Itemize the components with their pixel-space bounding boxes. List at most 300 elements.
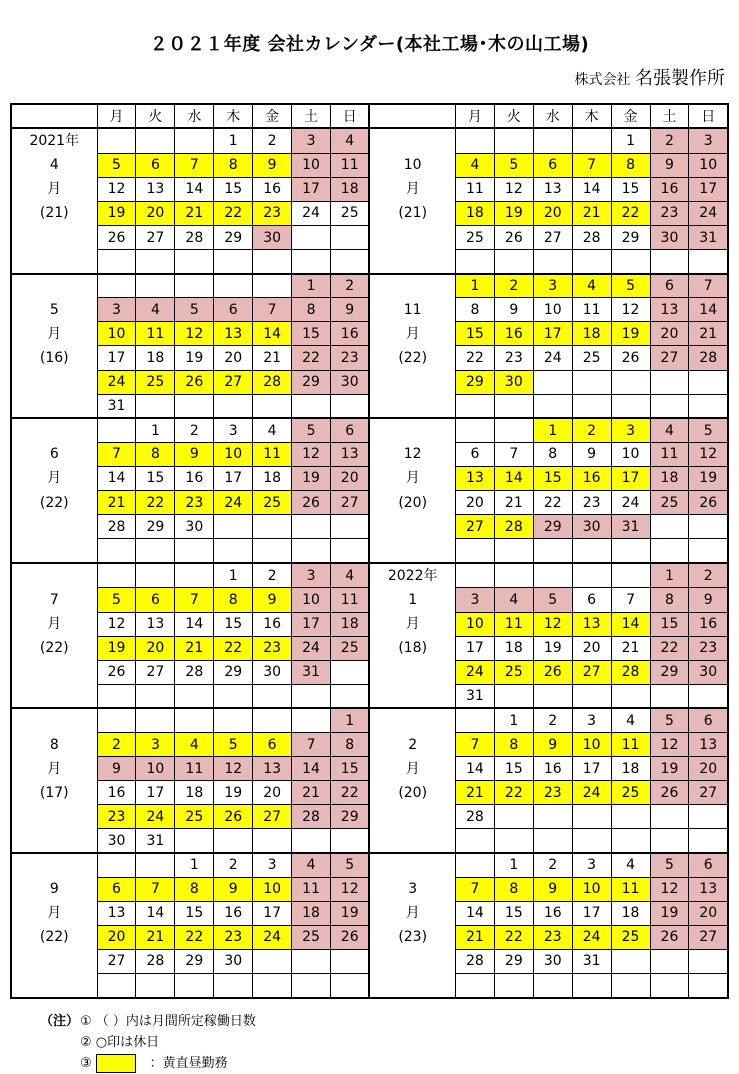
day-cell <box>689 370 728 394</box>
day-cell <box>689 684 728 708</box>
day-cell: 14 <box>136 901 175 925</box>
month-label-cell <box>369 201 455 225</box>
month-label-cell <box>11 563 97 588</box>
month-label-cell <box>11 805 97 829</box>
month-label-cell <box>369 466 455 490</box>
day-cell: 23 <box>533 781 572 805</box>
day-cell <box>136 274 175 298</box>
month-number: 4 <box>49 157 59 174</box>
day-cell: 18 <box>572 322 611 346</box>
day-cell: 20 <box>455 491 494 515</box>
day-cell <box>650 394 689 418</box>
day-cell: 6 <box>533 153 572 177</box>
day-cell <box>455 128 494 153</box>
day-cell: 18 <box>331 177 370 201</box>
day-cell: 14 <box>455 901 494 925</box>
working-days-count: (23) <box>398 929 428 946</box>
month-label-cell <box>11 636 97 660</box>
day-cell: 27 <box>650 346 689 370</box>
day-cell: 21 <box>175 201 214 225</box>
day-cell: 17 <box>689 177 728 201</box>
day-cell: 29 <box>494 949 533 973</box>
month-label-cell <box>369 732 455 756</box>
day-cell: 7 <box>292 732 331 756</box>
day-cell: 7 <box>611 588 650 612</box>
day-cell: 24 <box>292 636 331 660</box>
day-cell: 25 <box>572 346 611 370</box>
day-cell: 15 <box>175 901 214 925</box>
day-cell <box>494 128 533 153</box>
day-cell: 28 <box>455 805 494 829</box>
week-row <box>11 949 728 973</box>
day-cell <box>214 829 253 853</box>
day-cell <box>97 128 136 153</box>
day-cell: 8 <box>533 442 572 466</box>
day-cell <box>175 394 214 418</box>
day-cell: 9 <box>572 442 611 466</box>
month-label-cell <box>369 636 455 660</box>
year-label: 2022年 <box>387 567 438 584</box>
day-cell: 28 <box>175 660 214 684</box>
day-cell <box>253 949 292 973</box>
day-cell <box>611 563 650 588</box>
month-label-cell <box>11 708 97 732</box>
day-cell <box>97 853 136 877</box>
day-cell: 29 <box>214 225 253 249</box>
day-cell <box>533 128 572 153</box>
day-cell: 2 <box>214 853 253 877</box>
day-cell: 3 <box>292 128 331 153</box>
day-cell <box>175 563 214 588</box>
day-cell: 29 <box>331 805 370 829</box>
day-cell: 5 <box>650 708 689 732</box>
day-cell <box>292 515 331 539</box>
day-cell: 4 <box>175 732 214 756</box>
note-1 <box>40 1011 256 1032</box>
day-cell <box>214 973 253 998</box>
day-cell <box>611 394 650 418</box>
day-cell: 1 <box>136 418 175 442</box>
month-char: 月 <box>47 616 62 633</box>
month-number: 5 <box>49 301 59 318</box>
day-cell: 31 <box>455 684 494 708</box>
day-cell: 11 <box>650 442 689 466</box>
day-cell: 2 <box>533 708 572 732</box>
day-cell: 13 <box>136 177 175 201</box>
day-cell <box>455 539 494 563</box>
calendar-table <box>10 103 729 999</box>
day-cell <box>97 418 136 442</box>
month-char: 月 <box>405 325 420 342</box>
day-cell: 27 <box>455 515 494 539</box>
day-cell: 28 <box>97 515 136 539</box>
day-cell: 24 <box>136 805 175 829</box>
month-char: 月 <box>405 616 420 633</box>
day-cell <box>214 250 253 274</box>
week-row <box>11 346 728 370</box>
day-cell: 20 <box>136 636 175 660</box>
week-row <box>11 515 728 539</box>
month-label-cell <box>369 949 455 973</box>
day-cell <box>611 684 650 708</box>
month-label-cell <box>369 274 455 298</box>
month-char: 月 <box>405 470 420 487</box>
day-cell <box>494 394 533 418</box>
day-cell: 25 <box>455 225 494 249</box>
day-cell: 14 <box>689 298 728 322</box>
day-cell <box>136 708 175 732</box>
day-cell: 23 <box>533 925 572 949</box>
day-cell <box>455 853 494 877</box>
day-cell: 9 <box>533 732 572 756</box>
day-cell: 18 <box>611 757 650 781</box>
day-cell: 22 <box>331 781 370 805</box>
day-cell: 3 <box>533 274 572 298</box>
day-cell: 30 <box>494 370 533 394</box>
day-cell: 26 <box>611 346 650 370</box>
day-cell: 19 <box>175 346 214 370</box>
day-cell: 30 <box>572 515 611 539</box>
weekday-header: 土 <box>650 104 689 128</box>
week-row <box>11 973 728 998</box>
week-row <box>11 250 728 274</box>
day-cell <box>253 708 292 732</box>
day-cell: 27 <box>572 660 611 684</box>
day-cell: 4 <box>611 853 650 877</box>
working-days-count: (20) <box>398 784 428 801</box>
day-cell: 28 <box>572 225 611 249</box>
day-cell: 3 <box>97 298 136 322</box>
week-row <box>11 732 728 756</box>
day-cell: 13 <box>455 466 494 490</box>
day-cell: 12 <box>97 612 136 636</box>
day-cell: 4 <box>136 298 175 322</box>
day-cell: 19 <box>650 901 689 925</box>
day-cell: 12 <box>533 612 572 636</box>
day-cell: 22 <box>214 201 253 225</box>
day-cell: 24 <box>572 781 611 805</box>
month-char: 月 <box>47 325 62 342</box>
day-cell <box>331 660 370 684</box>
note-head: （注） <box>40 1014 80 1029</box>
month-label-cell <box>11 466 97 490</box>
month-label-cell <box>11 877 97 901</box>
day-cell: 20 <box>572 636 611 660</box>
day-cell: 22 <box>292 346 331 370</box>
day-cell: 24 <box>533 346 572 370</box>
day-cell: 6 <box>689 708 728 732</box>
day-cell <box>455 829 494 853</box>
day-cell: 26 <box>97 225 136 249</box>
day-cell: 11 <box>253 442 292 466</box>
day-cell <box>214 708 253 732</box>
day-cell: 3 <box>689 128 728 153</box>
day-cell: 12 <box>611 298 650 322</box>
week-row <box>11 563 728 588</box>
month-label-cell <box>369 757 455 781</box>
day-cell <box>611 370 650 394</box>
day-cell <box>136 128 175 153</box>
yellow-swatch <box>96 1054 136 1073</box>
day-cell: 1 <box>331 708 370 732</box>
day-cell: 16 <box>331 322 370 346</box>
week-row <box>11 708 728 732</box>
week-row <box>11 177 728 201</box>
day-cell: 3 <box>572 853 611 877</box>
day-cell <box>611 973 650 998</box>
day-cell: 23 <box>689 636 728 660</box>
day-cell <box>97 539 136 563</box>
note-3-marker: ③ <box>80 1056 92 1071</box>
day-cell: 25 <box>611 925 650 949</box>
month-label-cell <box>11 274 97 298</box>
day-cell: 26 <box>292 491 331 515</box>
day-cell: 20 <box>331 466 370 490</box>
week-row <box>11 757 728 781</box>
day-cell: 10 <box>136 757 175 781</box>
day-cell: 23 <box>650 201 689 225</box>
day-cell: 6 <box>689 853 728 877</box>
weekday-header: 木 <box>214 104 253 128</box>
day-cell <box>611 539 650 563</box>
day-cell: 18 <box>175 781 214 805</box>
day-cell <box>97 708 136 732</box>
day-cell: 28 <box>292 805 331 829</box>
day-cell: 17 <box>253 901 292 925</box>
day-cell: 28 <box>136 949 175 973</box>
day-cell: 31 <box>611 515 650 539</box>
day-cell <box>650 949 689 973</box>
day-cell: 6 <box>136 153 175 177</box>
day-cell: 17 <box>97 346 136 370</box>
day-cell: 19 <box>214 781 253 805</box>
day-cell: 26 <box>494 225 533 249</box>
week-row <box>11 418 728 442</box>
day-cell: 5 <box>689 418 728 442</box>
month-label-cell <box>11 829 97 853</box>
day-cell: 7 <box>455 732 494 756</box>
day-cell: 20 <box>689 901 728 925</box>
day-cell: 11 <box>572 298 611 322</box>
day-cell: 1 <box>533 418 572 442</box>
month-label-cell <box>369 612 455 636</box>
month-label-cell <box>11 177 97 201</box>
day-cell: 27 <box>689 925 728 949</box>
day-cell: 10 <box>292 153 331 177</box>
day-cell: 31 <box>689 225 728 249</box>
month-label-cell <box>11 370 97 394</box>
month-number: 8 <box>49 736 59 753</box>
day-cell: 23 <box>572 491 611 515</box>
day-cell: 2 <box>494 274 533 298</box>
month-label-cell <box>11 201 97 225</box>
day-cell <box>331 973 370 998</box>
week-row <box>11 225 728 249</box>
month-number: 12 <box>403 446 422 463</box>
month-label-cell <box>11 346 97 370</box>
weekday-header: 水 <box>533 104 572 128</box>
day-cell: 8 <box>136 442 175 466</box>
day-cell: 9 <box>253 153 292 177</box>
note-3-text: ：黄直昼勤務 <box>149 1056 228 1071</box>
day-cell <box>253 394 292 418</box>
day-cell: 18 <box>331 612 370 636</box>
day-cell <box>689 515 728 539</box>
day-cell <box>253 684 292 708</box>
day-cell: 28 <box>253 370 292 394</box>
day-cell: 29 <box>455 370 494 394</box>
day-cell <box>331 394 370 418</box>
day-cell: 16 <box>533 901 572 925</box>
month-number: 11 <box>403 301 422 318</box>
day-cell: 29 <box>650 660 689 684</box>
year-label: 2021年 <box>29 133 80 150</box>
month-label-cell <box>369 394 455 418</box>
day-cell: 17 <box>455 636 494 660</box>
day-cell: 19 <box>494 201 533 225</box>
day-cell: 15 <box>214 177 253 201</box>
day-cell: 11 <box>494 612 533 636</box>
day-cell: 2 <box>175 418 214 442</box>
day-cell: 28 <box>611 660 650 684</box>
weekday-header: 木 <box>572 104 611 128</box>
working-days-count: (22) <box>39 494 69 511</box>
day-cell <box>253 250 292 274</box>
day-cell: 14 <box>175 177 214 201</box>
day-cell <box>97 563 136 588</box>
day-cell: 4 <box>572 274 611 298</box>
day-cell: 16 <box>97 781 136 805</box>
day-cell: 5 <box>175 298 214 322</box>
day-cell: 9 <box>175 442 214 466</box>
day-cell: 20 <box>214 346 253 370</box>
day-cell: 24 <box>455 660 494 684</box>
day-cell: 30 <box>650 225 689 249</box>
weekday-header: 金 <box>611 104 650 128</box>
day-cell: 22 <box>175 925 214 949</box>
day-cell: 21 <box>455 781 494 805</box>
day-cell: 27 <box>136 225 175 249</box>
day-cell: 23 <box>494 346 533 370</box>
day-cell: 25 <box>611 781 650 805</box>
day-cell: 20 <box>650 322 689 346</box>
day-cell: 22 <box>136 491 175 515</box>
day-cell <box>533 805 572 829</box>
day-cell: 26 <box>331 925 370 949</box>
month-label-cell <box>369 225 455 249</box>
day-cell <box>175 128 214 153</box>
day-cell: 14 <box>253 322 292 346</box>
day-cell: 18 <box>455 201 494 225</box>
day-cell: 17 <box>611 466 650 490</box>
day-cell <box>533 539 572 563</box>
day-cell: 9 <box>533 877 572 901</box>
day-cell: 28 <box>689 346 728 370</box>
month-label-cell <box>11 515 97 539</box>
day-cell: 18 <box>611 901 650 925</box>
day-cell <box>214 394 253 418</box>
day-cell: 17 <box>292 612 331 636</box>
day-cell: 8 <box>292 298 331 322</box>
day-cell: 8 <box>331 732 370 756</box>
day-cell <box>533 394 572 418</box>
working-days-count: (22) <box>39 929 69 946</box>
month-label-cell <box>11 153 97 177</box>
day-cell: 15 <box>611 177 650 201</box>
day-cell <box>650 973 689 998</box>
working-days-count: (21) <box>398 205 428 222</box>
day-cell: 16 <box>533 757 572 781</box>
note-2-marker: ② <box>80 1035 92 1050</box>
day-cell: 21 <box>611 636 650 660</box>
day-cell: 6 <box>650 274 689 298</box>
day-cell: 1 <box>455 274 494 298</box>
working-days-count: (21) <box>39 205 69 222</box>
day-cell <box>97 973 136 998</box>
day-cell: 21 <box>97 491 136 515</box>
day-cell: 12 <box>214 757 253 781</box>
day-cell: 30 <box>175 515 214 539</box>
day-cell: 25 <box>292 925 331 949</box>
month-label-cell <box>369 515 455 539</box>
week-row <box>11 153 728 177</box>
month-label-cell <box>369 973 455 998</box>
working-days-count: (16) <box>39 350 69 366</box>
month-label-cell <box>369 660 455 684</box>
day-cell <box>331 225 370 249</box>
weekday-header: 日 <box>689 104 728 128</box>
day-cell <box>455 250 494 274</box>
day-cell: 21 <box>292 781 331 805</box>
weekday-header-row <box>11 104 728 128</box>
month-label-cell <box>369 153 455 177</box>
day-cell: 31 <box>292 660 331 684</box>
day-cell: 23 <box>331 346 370 370</box>
day-cell <box>175 274 214 298</box>
month-label-cell <box>369 298 455 322</box>
day-cell: 6 <box>572 588 611 612</box>
day-cell <box>331 949 370 973</box>
day-cell: 22 <box>650 636 689 660</box>
day-cell <box>572 563 611 588</box>
day-cell <box>455 708 494 732</box>
day-cell: 5 <box>214 732 253 756</box>
month-label-cell <box>11 491 97 515</box>
day-cell: 16 <box>572 466 611 490</box>
day-cell <box>494 418 533 442</box>
working-days-count: (22) <box>398 350 428 366</box>
day-cell: 30 <box>533 949 572 973</box>
day-cell: 20 <box>253 781 292 805</box>
weekday-header: 火 <box>136 104 175 128</box>
day-cell <box>533 829 572 853</box>
day-cell: 16 <box>175 466 214 490</box>
day-cell <box>494 250 533 274</box>
day-cell: 13 <box>689 732 728 756</box>
day-cell: 2 <box>689 563 728 588</box>
day-cell: 29 <box>175 949 214 973</box>
day-cell: 3 <box>136 732 175 756</box>
day-cell <box>331 684 370 708</box>
day-cell <box>572 829 611 853</box>
day-cell: 8 <box>214 153 253 177</box>
day-cell <box>494 563 533 588</box>
day-cell: 16 <box>689 612 728 636</box>
day-cell: 7 <box>494 442 533 466</box>
day-cell: 26 <box>97 660 136 684</box>
day-cell: 21 <box>572 201 611 225</box>
day-cell: 17 <box>572 901 611 925</box>
